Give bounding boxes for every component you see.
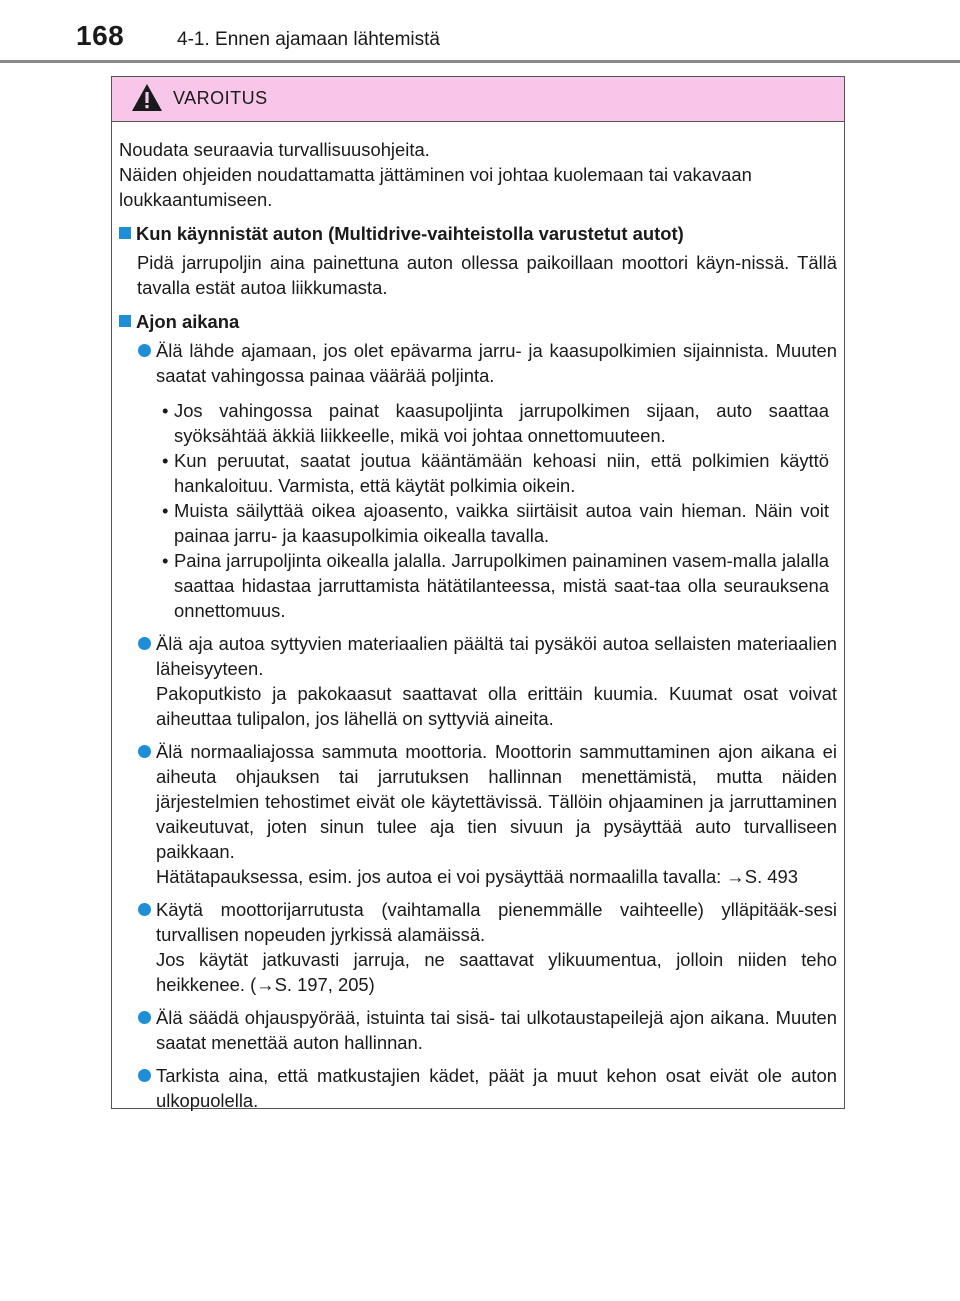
- sub-bullet-item: [119, 498, 837, 548]
- section-text: Pidä jarrupoljin aina painettuna auton ollessa paikoillaan moottori käyn-nissä. Tällä tavalla estät autoa liikkumasta.: [137, 252, 837, 298]
- warning-box: [111, 76, 845, 1109]
- circle-bullet-icon: [138, 903, 151, 916]
- section-heading-text: Ajon aikana: [136, 311, 240, 332]
- bullet-dot-icon: •: [162, 400, 169, 421]
- header-divider: [0, 60, 960, 63]
- list-item-text: Älä aja autoa syttyvien materiaalien päältä tai pysäköi autoa sellaisten materiaalien läheisyyteen.: [156, 633, 837, 679]
- intro-line: Näiden ohjeiden noudattamatta jättäminen voi johtaa kuolemaan tai vakavaan loukkaantumiseen.: [119, 164, 752, 210]
- page-header: [0, 0, 960, 64]
- list-item: [119, 1005, 837, 1055]
- sub-bullet-item: [119, 398, 837, 448]
- bullet-dot-icon: •: [162, 550, 169, 571]
- sub-bullet-text: Jos vahingossa painat kaasupoljinta jarrupolkimen sijaan, auto saattaa syöksähtää äkkiä liikkeelle, mikä voi johtaa onnettomuuteen.: [174, 400, 829, 446]
- sub-bullet-item: [119, 448, 837, 498]
- list-item: [119, 1063, 837, 1113]
- warning-triangle-icon: [131, 83, 163, 112]
- circle-bullet-icon: [138, 1011, 151, 1024]
- sub-bullet-list: [119, 398, 837, 623]
- list-item-text: Pakoputkisto ja pakokaasut saattavat olla erittäin kuumia. Kuumat osat voivat aiheuttaa tulipalon, jos lähellä on syttyviä aineita.: [156, 683, 837, 729]
- list-item: [119, 631, 837, 731]
- list-item-text: Jos käytät jatkuvasti jarruja, ne saattavat ylikuumentua, jolloin niiden teho heikkenee. (→S. 197, 205): [156, 949, 837, 995]
- list-item-text: Älä säädä ohjauspyörää, istuinta tai sisä- tai ulkotaustapeilejä ajon aikana. Muuten saatat menettää auton hallinnan.: [156, 1007, 837, 1053]
- list-item-text: Käytä moottorijarrutusta (vaihtamalla pienemmälle vaihteelle) ylläpitääk-sesi turvallisen nopeuden jyrkissä alamäissä.: [156, 899, 837, 945]
- intro-line: Noudata seuraavia turvallisuusohjeita.: [119, 139, 430, 160]
- warning-header: [112, 77, 844, 122]
- circle-bullet-icon: [138, 1069, 151, 1082]
- list-item-text: Älä lähde ajamaan, jos olet epävarma jarru- ja kaasupolkimien sijainnista. Muuten saatat vahingossa painaa väärää poljinta.: [156, 340, 837, 386]
- bullet-dot-icon: •: [162, 450, 169, 471]
- bullet-dot-icon: •: [162, 500, 169, 521]
- list-item: [119, 897, 837, 997]
- warning-body: [112, 122, 844, 1113]
- list-item: [119, 739, 837, 889]
- sub-bullet-text: Paina jarrupoljinta oikealla jalalla. Jarrupolkimen painaminen vasem-malla jalalla saattaa hidastaa jarruttamista hätätilanteessa, mistä saat-taa olla seurauksena onnettomuus.: [174, 550, 829, 621]
- list-item-text: Tarkista aina, että matkustajien kädet, päät ja muut kehon osat eivät ole auton ulkopuolella.: [156, 1065, 837, 1111]
- page-number: 168: [76, 20, 125, 51]
- section-heading: [119, 309, 837, 334]
- warning-intro: [119, 137, 837, 212]
- section-heading-text: Kun käynnistät auton (Multidrive-vaihteistolla varustetut autot): [136, 223, 684, 244]
- list-item-text: Älä normaaliajossa sammuta moottoria. Moottorin sammuttaminen ajon aikana ei aiheuta ohjauksen tai jarrutuksen hallinnan menettämistä, mutta näiden järjestelmien tehostimet eivät ole käytettävissä. Tällöin ohjaaminen ja jarruttaminen vaikeutuvat, joten sinun tulee aja tien sivuun ja pysäyttää auto turvalliseen paikkaan.: [156, 741, 837, 862]
- sub-bullet-text: Kun peruutat, saatat joutua kääntämään kehoasi niin, että polkimien käyttö hankaloituu. Varmista, että käytät polkimia oikein.: [174, 450, 829, 496]
- list-item-text: Hätätapauksessa, esim. jos autoa ei voi pysäyttää normaalilla tavalla: →S. 493: [156, 866, 798, 887]
- sub-bullet-item: [119, 548, 837, 623]
- square-bullet-icon: [119, 315, 131, 327]
- section-title: 4-1. Ennen ajamaan lähtemistä: [177, 29, 440, 50]
- section-heading: [119, 221, 837, 246]
- circle-bullet-icon: [138, 745, 151, 758]
- square-bullet-icon: [119, 227, 131, 239]
- warning-title: VAROITUS: [173, 88, 268, 108]
- circle-bullet-icon: [138, 637, 151, 650]
- sub-bullet-text: Muista säilyttää oikea ajoasento, vaikka siirtäisit autoa vain hieman. Näin voit painaa jarru- ja kaasupolkimia oikealla tavalla.: [174, 500, 829, 546]
- circle-bullet-icon: [138, 344, 151, 357]
- list-item: [119, 338, 837, 388]
